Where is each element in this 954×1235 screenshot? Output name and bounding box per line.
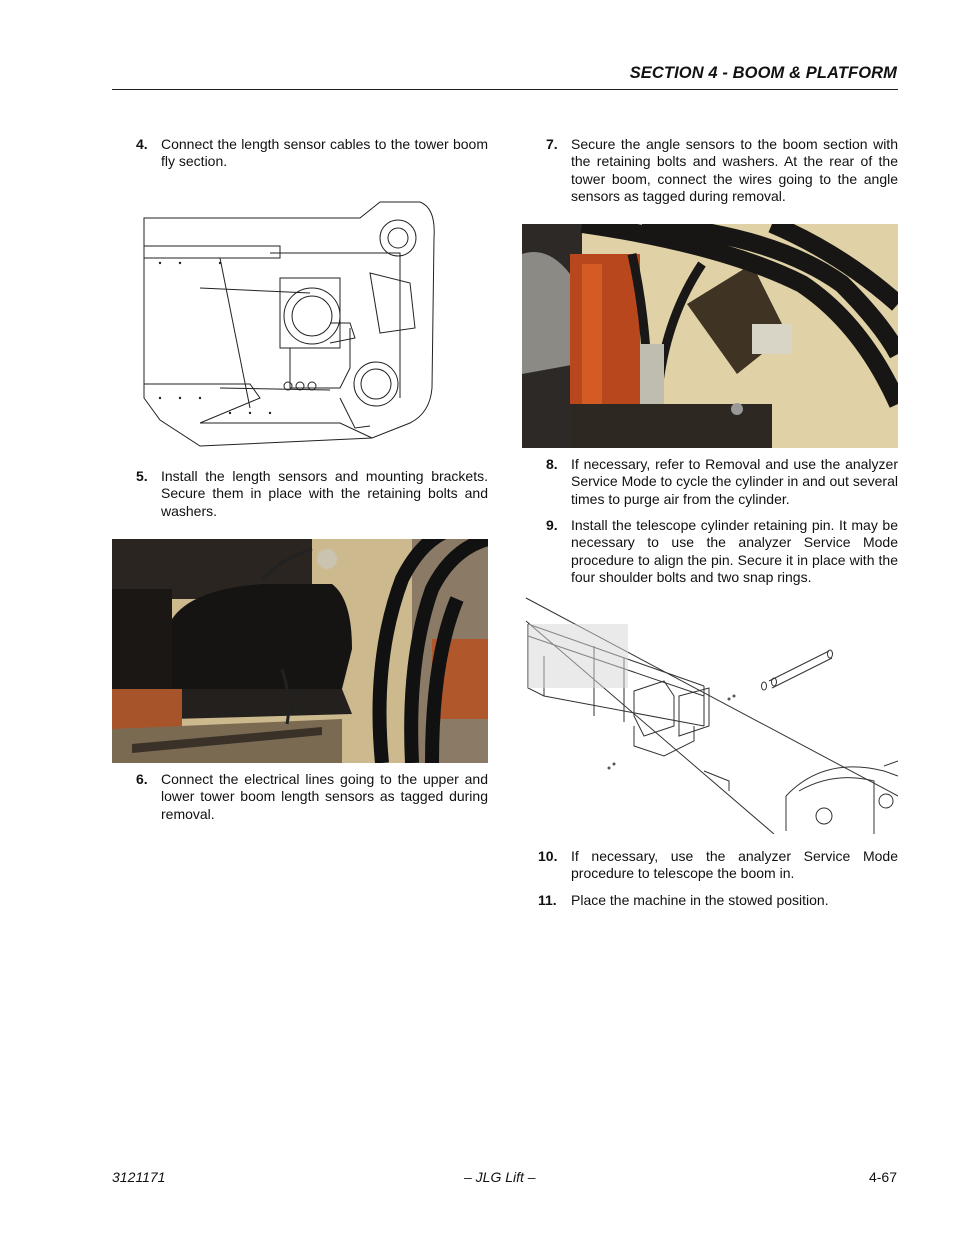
step-text: Connect the length sensor cables to the tower boom fly section. (161, 136, 488, 170)
section-title: SECTION 4 - BOOM & PLATFORM (629, 64, 897, 82)
step-number: 9. (546, 517, 558, 533)
step-number: 6. (136, 771, 148, 787)
step-text: If necessary, refer to Removal and use the analyzer Service Mode to cycle the cylinder in and out several times to purge air from the cylinder. (571, 456, 898, 507)
step-number: 5. (136, 468, 148, 484)
step-text: Connect the electrical lines going to the upper and lower tower boom length sensors as tagged during removal. (161, 771, 488, 822)
step-text: Secure the angle sensors to the boom section with the retaining bolts and washers. At the rear of the tower boom, connect the wires going to the angle sensors as tagged during removal. (571, 136, 898, 204)
header-rule (112, 89, 898, 90)
step-text: Place the machine in the stowed position. (571, 892, 829, 908)
page-number: 4-67 (868, 1169, 897, 1185)
step-number: 11. (538, 892, 557, 908)
step-number: 7. (546, 136, 558, 152)
document-number: 3121171 (112, 1169, 166, 1185)
length-sensor-photo (112, 539, 488, 763)
step-text: If necessary, use the analyzer Service Mode procedure to telescope the boom in. (571, 848, 898, 882)
retaining-pin-drawing (524, 596, 898, 834)
step-number: 10. (538, 848, 558, 864)
step-number: 4. (136, 136, 148, 152)
step-text: Install the telescope cylinder retaining pin. It may be necessary to use the analyzer Service Mode procedure to align the pin. Secure it in place with the four shoulder bolts and two snap rings. (571, 517, 898, 585)
step-number: 8. (546, 456, 558, 472)
step-text: Install the length sensors and mounting brackets. Secure them in place with the retaining bolts and washers. (161, 468, 488, 519)
angle-sensor-photo (522, 224, 898, 448)
footer-center: – JLG Lift – (464, 1169, 536, 1185)
length-sensor-cable-drawing (140, 198, 438, 450)
